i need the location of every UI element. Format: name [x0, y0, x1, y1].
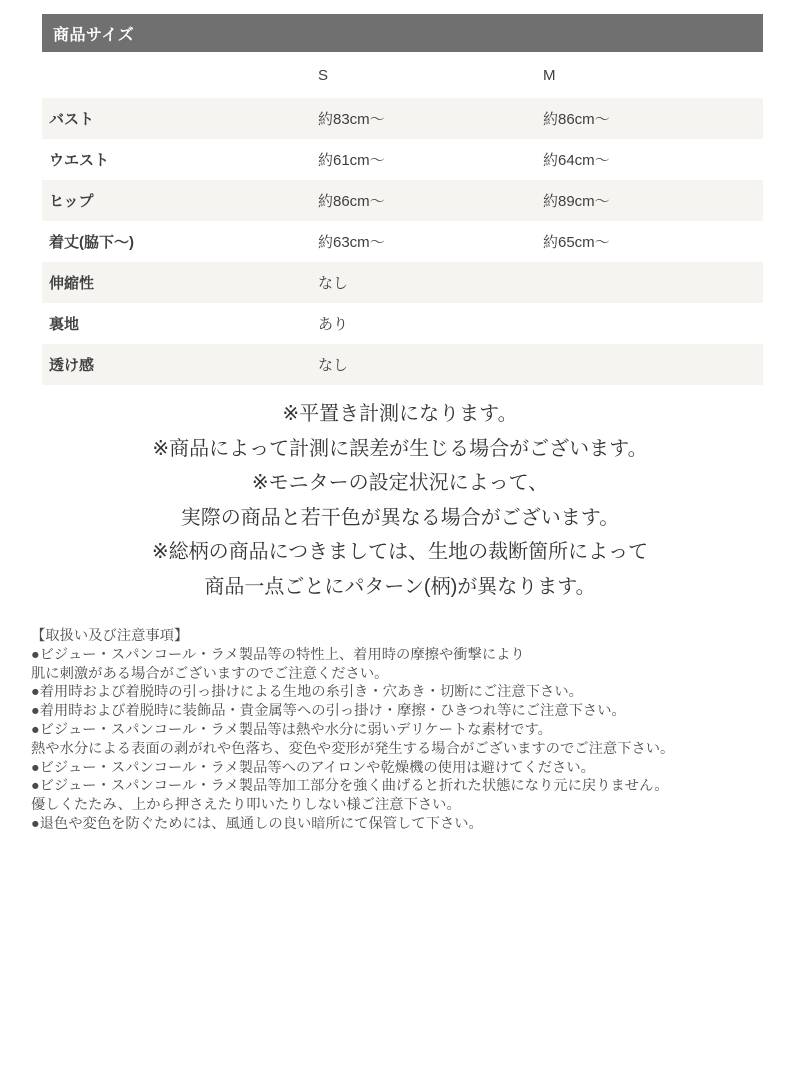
- care-note-line: ●ビジュー・スパンコール・ラメ製品等加工部分を強く曲げると折れた状態になり元に戻りません。: [31, 778, 669, 795]
- row-value-s: なし: [318, 357, 349, 374]
- table-row-hip: [42, 180, 763, 221]
- row-label: 着丈(脇下～): [49, 234, 134, 251]
- measurement-note-line: ※商品によって計測に誤差が生じる場合がございます。: [152, 437, 648, 460]
- care-note-line: 肌に刺激がある場合がございますのでご注意ください。: [31, 665, 389, 682]
- column-header-s: S: [318, 66, 329, 84]
- table-row-stretch: [42, 262, 763, 303]
- table-row-waist: [42, 139, 763, 180]
- row-label: バスト: [49, 111, 95, 128]
- row-label: ヒップ: [49, 193, 94, 210]
- care-note-line: ●着用時および着脱時の引っ掛けによる生地の糸引き・穴あき・切断にご注意下さい。: [31, 684, 583, 701]
- row-label: ウエスト: [49, 152, 110, 169]
- row-value-m: 約86cm～: [543, 111, 610, 128]
- row-label: 透け感: [49, 357, 95, 374]
- care-note-line: 熱や水分による表面の剥がれや色落ち、変色や変形が発生する場合がございますのでご注意下さい。: [31, 740, 675, 757]
- table-row-lining: [42, 303, 763, 344]
- row-label: 伸縮性: [49, 275, 95, 292]
- size-section-header: [42, 14, 763, 52]
- row-value-s: 約63cm～: [318, 234, 385, 251]
- row-value-s: あり: [318, 316, 349, 333]
- row-value-m: 約65cm～: [543, 234, 610, 251]
- measurement-note-line: ※総柄の商品につきましては、生地の裁断箇所によって: [151, 541, 649, 563]
- care-note-line: ●ビジュー・スパンコール・ラメ製品等へのアイロンや乾燥機の使用は避けてください。: [31, 759, 595, 776]
- care-notes: [31, 627, 770, 834]
- column-header-m: M: [543, 66, 556, 84]
- row-label: 裏地: [49, 316, 80, 333]
- size-table-header-row: [42, 52, 763, 98]
- row-value-s: 約61cm～: [318, 152, 385, 169]
- measurement-note-line: ※モニターの設定状況によって、: [251, 472, 549, 494]
- row-value-m: 約89cm～: [543, 193, 610, 210]
- measurement-note-line: ※平置き計測になります。: [282, 403, 518, 425]
- care-note-line: ●退色や変色を防ぐためには、風通しの良い暗所にて保管して下さい。: [31, 815, 483, 832]
- care-notes-title: 【取扱い及び注意事項】: [31, 628, 189, 644]
- table-row-length: [42, 221, 763, 262]
- care-note-line: ●ビジュー・スパンコール・ラメ製品等の特性上、着用時の摩擦や衝撃により: [31, 646, 525, 663]
- size-table: [42, 52, 763, 385]
- row-value-s: なし: [318, 275, 349, 292]
- table-row-bust: [42, 98, 763, 139]
- product-size-page: [0, 14, 800, 1081]
- care-note-line: 優しくたたみ、上から押さえたり叩いたりしない様ご注意下さい。: [31, 797, 461, 814]
- care-note-line: ●ビジュー・スパンコール・ラメ製品等は熱や水分に弱いデリケートな素材です。: [31, 721, 552, 738]
- row-value-s: 約83cm～: [318, 111, 385, 128]
- table-row-sheerness: [42, 344, 763, 385]
- size-section-title: 商品サイズ: [53, 26, 135, 44]
- row-value-m: 約64cm～: [543, 152, 610, 169]
- measurement-note-line: 実際の商品と若干色が異なる場合がございます。: [180, 506, 620, 529]
- measurement-note-line: 商品一点ごとにパターン(柄)が異なります。: [204, 575, 596, 598]
- row-value-s: 約86cm～: [318, 193, 385, 210]
- care-note-line: ●着用時および着脱時に装飾品・貴金属等への引っ掛け・摩擦・ひきつれ等にご注意下さい。: [31, 703, 626, 720]
- measurement-notes: [0, 397, 800, 604]
